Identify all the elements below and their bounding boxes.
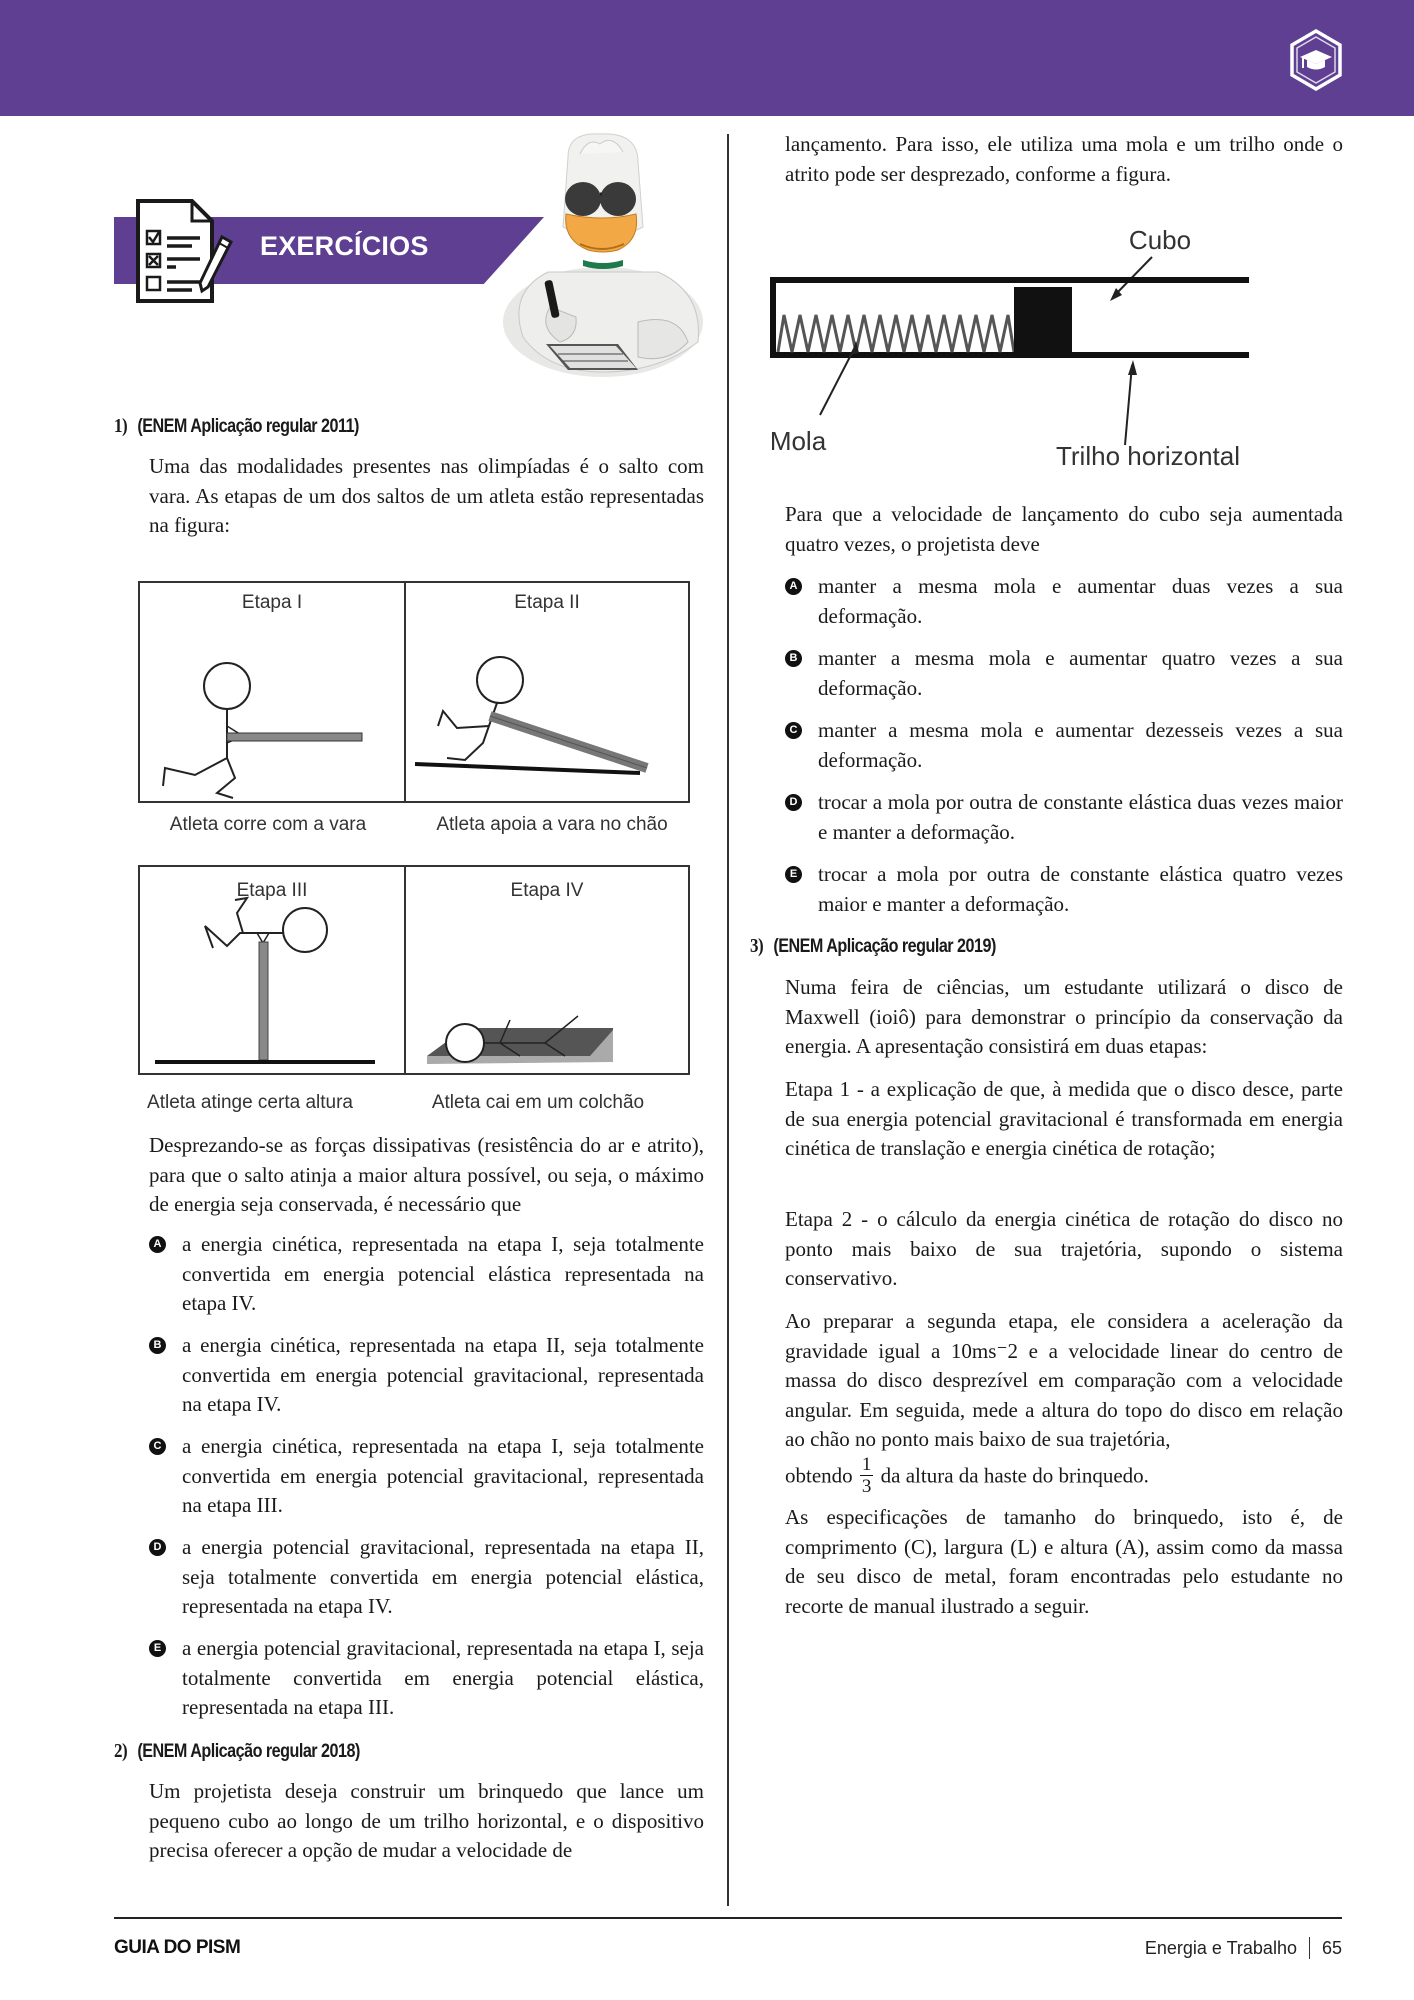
question-3-paragraph-3: Etapa 2 - o cálculo da energia cinética de rotação do disco no ponto mais baixo de sua trajetória, supondo o sistema conservativo. <box>785 1207 1343 1290</box>
checklist-pencil-icon <box>130 199 240 303</box>
paragraph-tail-pre: obtendo <box>785 1462 853 1487</box>
footer-separator <box>1309 1937 1310 1959</box>
footer-page-info <box>1145 1937 1342 1959</box>
option-text: a energia potencial gravitacional, representada na etapa II, seja totalmente convertida em energia potencial elástica, representada na etapa IV. <box>182 1535 704 1618</box>
page-number: 65 <box>1321 1937 1342 1958</box>
option-letter-badge: E <box>785 866 802 883</box>
option-letter-badge: D <box>149 1539 166 1556</box>
option-c[interactable] <box>789 716 1343 775</box>
question-1-intro: Uma das modalidades presentes nas olimpíadas é o salto com vara. As etapas de um dos saltos de um atleta estão representadas na figura: <box>149 454 704 537</box>
option-letter-badge: C <box>785 722 802 739</box>
question-source: (ENEM Aplicação regular 2019) <box>773 936 996 957</box>
panel-title: Etapa I <box>241 592 303 613</box>
spring-label: Mola <box>769 426 827 456</box>
option-letter-badge: A <box>149 1236 166 1253</box>
option-a[interactable] <box>789 572 1343 631</box>
question-number: 2) <box>114 1740 128 1762</box>
option-text: manter a mesma mola e aumentar dezesseis vezes a sua deformação. <box>818 718 1343 772</box>
section-title: EXERCÍCIOS <box>260 231 429 261</box>
question-2-header <box>114 1740 360 1763</box>
panel-title: Etapa II <box>514 592 580 613</box>
spring-cube-figure <box>760 215 1360 475</box>
option-text: trocar a mola por outra de constante elástica quatro vezes maior e manter a deformação. <box>818 862 1343 916</box>
header-bar <box>0 0 1414 116</box>
graduation-cap-hexagon-icon <box>1288 28 1344 92</box>
footer-rule <box>114 1917 1342 1919</box>
question-3-paragraph-1: Numa feira de ciências, um estudante utilizará o disco de Maxwell (ioiô) para demonstrar o princípio da conservação da energia. A apresentação consistirá em duas etapas: <box>785 975 1343 1058</box>
question-2-intro: Um projetista deseja construir um brinquedo que lance um pequeno cubo ao longo de um trilho horizontal, e o dispositivo precisa oferecer a opção de mudar a velocidade de <box>149 1779 704 1862</box>
option-letter-badge: C <box>149 1438 166 1455</box>
option-text: a energia cinética, representada na etapa I, seja totalmente convertida em energia potencial gravitacional, representada na etapa III. <box>182 1434 704 1517</box>
footer-chapter: Energia e Trabalho <box>1144 1937 1297 1958</box>
panel-caption: Atleta atinge certa altura <box>147 1092 353 1113</box>
option-text: manter a mesma mola e aumentar duas vezes a sua deformação. <box>818 574 1343 628</box>
option-d[interactable] <box>789 788 1343 847</box>
panel-caption: Atleta corre com a vara <box>169 814 367 835</box>
option-e[interactable] <box>153 1634 704 1723</box>
column-divider <box>727 134 729 1906</box>
question-1-stem: Desprezando-se as forças dissipativas (resistência do ar e atrito), para que o salto atinja a maior altura possível, ou seja, o máximo de energia seja conservada, é necessário que <box>149 1133 704 1216</box>
option-text: a energia potencial gravitacional, representada na etapa I, seja totalmente convertida em energia potencial elástica, representada na etapa III. <box>182 1636 704 1719</box>
option-d[interactable] <box>153 1533 704 1622</box>
panel-caption: Atleta apoia a vara no chão <box>436 814 668 835</box>
paragraph-text: Ao preparar a segunda etapa, ele considera a aceleração da gravidade igual a 10ms⁻2 e a velocidade linear do centro de massa do disco desprezível em comparação com a velocidade angular. Em seguida, mede a altura do topo do disco em relação ao chão no ponto mais baixo de sua trajetória, <box>785 1309 1343 1451</box>
panel-caption: Atleta cai em um colchão <box>431 1092 645 1113</box>
question-source: (ENEM Aplicação regular 2018) <box>137 1741 360 1762</box>
question-number: 3) <box>750 935 764 957</box>
question-2-stem: Para que a velocidade de lançamento do cubo seja aumentada quatro vezes, o projetista deve <box>785 502 1343 556</box>
question-number: 1) <box>114 415 128 437</box>
question-3-paragraph-5: As especificações de tamanho do brinquedo, isto é, de comprimento (C), largura (L) e altura (A), assim como da massa de seu disco de metal, foram encontradas pelo estudante no recorte de manual ilustrado a seguir. <box>785 1505 1343 1618</box>
question-source: (ENEM Aplicação regular 2011) <box>137 416 359 437</box>
option-letter-badge: A <box>785 578 802 595</box>
panel-title: Etapa IV <box>510 880 584 901</box>
duck-mascot <box>488 132 718 382</box>
option-text: manter a mesma mola e aumentar quatro vezes a sua deformação. <box>818 646 1343 700</box>
panel-title: Etapa III <box>236 880 308 901</box>
option-letter-badge: B <box>149 1337 166 1354</box>
option-e[interactable] <box>789 860 1343 919</box>
option-a[interactable] <box>153 1230 704 1319</box>
rail-label: Trilho horizontal <box>1055 441 1241 471</box>
option-b[interactable] <box>789 644 1343 703</box>
fraction-one-third: $\frac{1}{3}$ <box>861 1453 872 1497</box>
question-1-header <box>114 415 359 438</box>
paragraph-tail-post: da altura da haste do brinquedo. <box>880 1462 1149 1487</box>
option-b[interactable] <box>153 1331 704 1420</box>
question-3-header <box>750 935 996 958</box>
option-letter-badge: E <box>149 1640 166 1657</box>
option-c[interactable] <box>153 1432 704 1521</box>
option-text: a energia cinética, representada na etapa I, seja totalmente convertida em energia potencial elástica representada na etapa IV. <box>182 1232 704 1315</box>
option-text: trocar a mola por outra de constante elástica duas vezes maior e manter a deformação. <box>818 790 1343 844</box>
question-3-paragraph-2: Etapa 1 - a explicação de que, à medida que o disco desce, parte de sua energia potencial gravitacional é transformada em energia cinética de translação e energia cinética de rotação; <box>785 1077 1343 1160</box>
pole-vault-figure <box>135 578 695 1118</box>
cube-label: Cubo <box>1128 225 1192 255</box>
option-letter-badge: D <box>785 794 802 811</box>
footer-publication: GUIA DO PISM <box>114 1937 241 1958</box>
question-3-paragraph-4 <box>785 1307 1343 1498</box>
option-text: a energia cinética, representada na etapa II, seja totalmente convertida em energia potencial gravitacional, representada na etapa IV. <box>182 1333 704 1416</box>
question-2-intro-continued: lançamento. Para isso, ele utiliza uma mola e um trilho onde o atrito pode ser desprezado, conforme a figura. <box>785 132 1343 186</box>
option-letter-badge: B <box>785 650 802 667</box>
